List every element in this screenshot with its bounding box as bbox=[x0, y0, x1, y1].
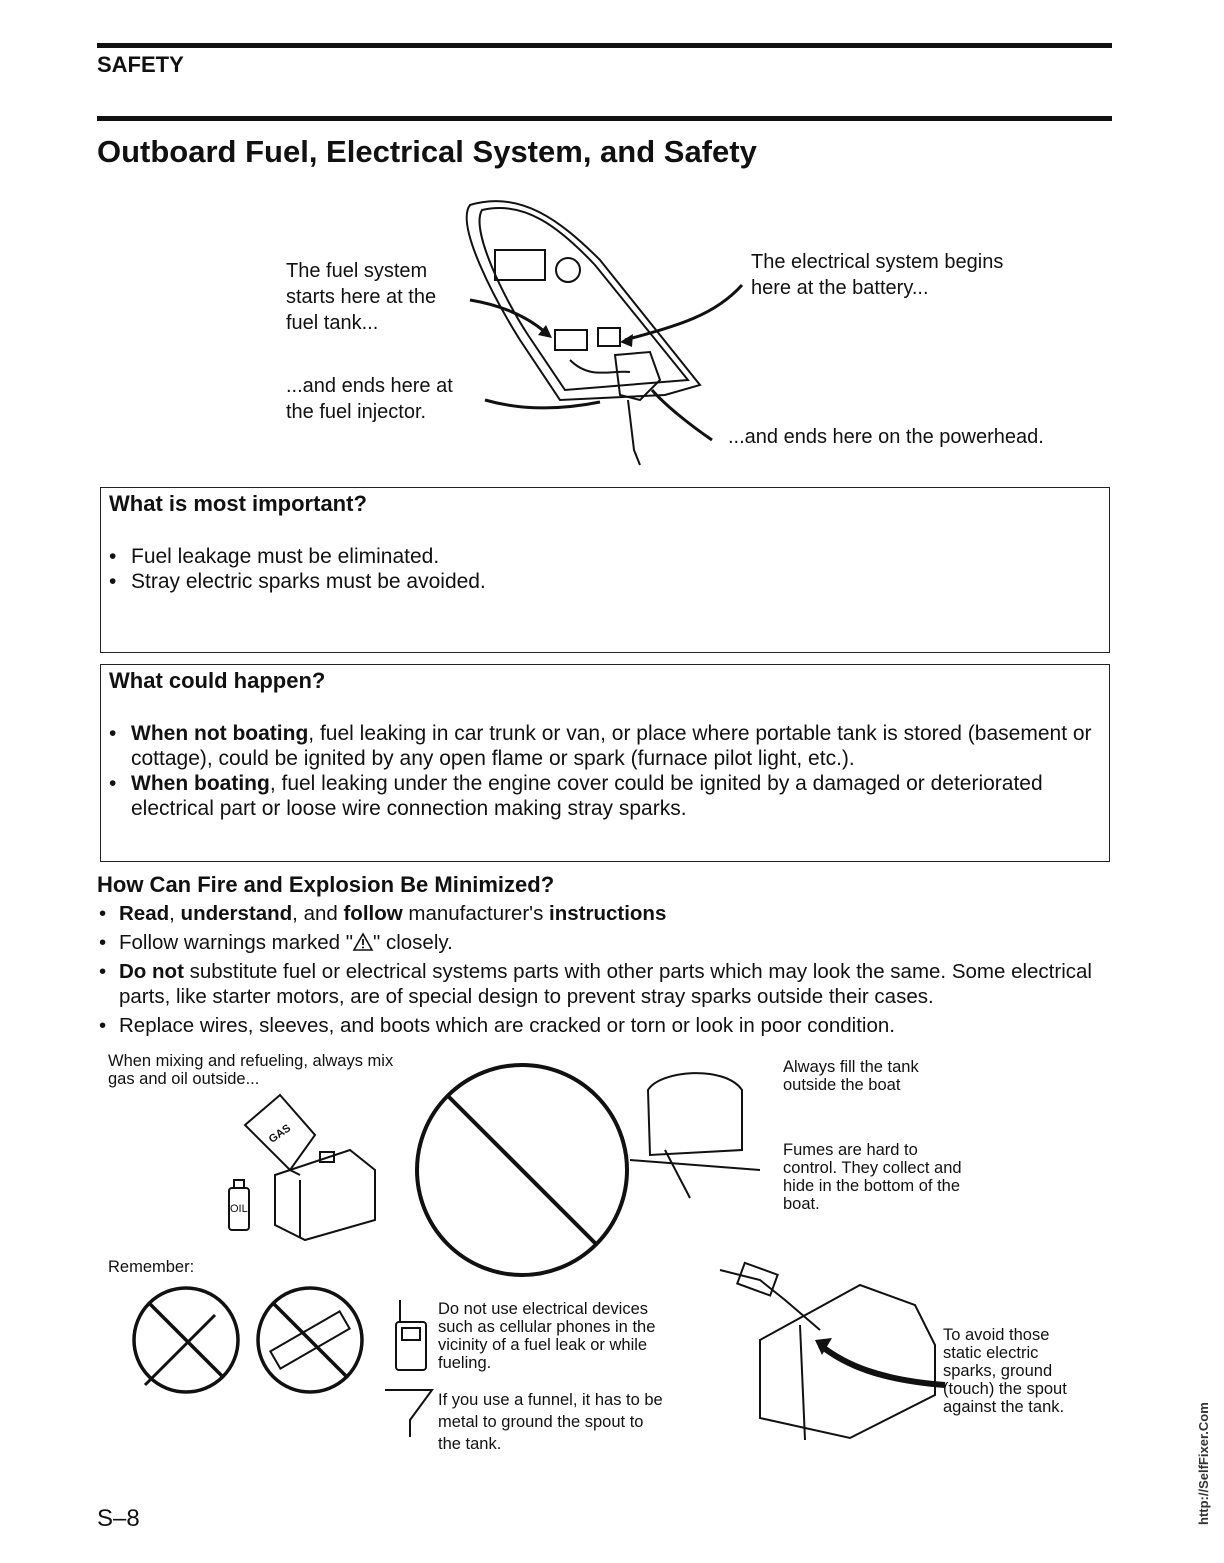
callout-line: fuel tank... bbox=[286, 312, 379, 334]
list-item bbox=[97, 959, 1117, 1009]
note-line: against the tank. bbox=[943, 1398, 1065, 1416]
list-item: • Fuel leakage must be eliminated. bbox=[107, 544, 486, 569]
callout-line: here at the battery... bbox=[751, 277, 929, 299]
note-line: hide in the bottom of the bbox=[783, 1177, 961, 1195]
list-text: , fuel leaking in car trunk or van, or place where portable tank is stored (basement or cottage), could be ignited by any open flame or spark (furnace pilot light, etc.). bbox=[131, 722, 1092, 770]
list-text: " closely. bbox=[373, 931, 453, 954]
warning-triangle-icon bbox=[353, 933, 373, 951]
note-line: Do not use electrical devices bbox=[438, 1300, 649, 1318]
happen-box bbox=[100, 664, 1110, 862]
emphasis: When boating bbox=[131, 772, 270, 795]
mixing-note bbox=[108, 1052, 393, 1088]
page-title: Outboard Fuel, Electrical System, and Safety bbox=[97, 134, 757, 169]
list-item bbox=[107, 771, 1097, 821]
page-number: S–8 bbox=[97, 1505, 140, 1532]
emphasis: instructions bbox=[549, 902, 667, 925]
callout-line: starts here at the bbox=[286, 286, 437, 308]
list-text: , and bbox=[292, 902, 344, 925]
note-line: vicinity of a fuel leak or while bbox=[438, 1336, 648, 1354]
fumes-note bbox=[783, 1141, 962, 1213]
note-line: fueling. bbox=[438, 1354, 492, 1372]
list-text: , bbox=[169, 902, 181, 925]
note-line: static electric bbox=[943, 1344, 1039, 1362]
callout-line: the fuel injector. bbox=[286, 401, 427, 423]
list-item bbox=[97, 901, 1117, 926]
remember-label: Remember: bbox=[108, 1258, 195, 1276]
minimize-list bbox=[97, 901, 1117, 1042]
note-line: metal to ground the spout to bbox=[438, 1413, 644, 1431]
emphasis: Read bbox=[119, 902, 170, 925]
note-line: (touch) the spout bbox=[943, 1380, 1067, 1398]
list-item bbox=[97, 930, 1117, 955]
callout-line: ...and ends here at bbox=[286, 375, 453, 397]
list-text: , fuel leaking under the engine cover could be ignited by a damaged or deteriorated electrical part or loose wire connection making stray sparks. bbox=[131, 772, 1043, 820]
note-line: gas and oil outside... bbox=[108, 1070, 260, 1088]
section-label: SAFETY bbox=[97, 52, 184, 77]
fill-outside-note bbox=[783, 1058, 919, 1094]
emphasis: follow bbox=[343, 902, 403, 925]
note-line: Always fill the tank bbox=[783, 1058, 919, 1076]
note-line: control. They collect and bbox=[783, 1159, 962, 1177]
note-line: Fumes are hard to bbox=[783, 1141, 918, 1159]
watermark: http://SelfFixer.Com bbox=[1196, 1402, 1211, 1525]
title-rule bbox=[97, 116, 1112, 121]
callout-line: The fuel system bbox=[286, 260, 428, 282]
list-item bbox=[107, 721, 1097, 771]
note-line: outside the boat bbox=[783, 1076, 901, 1094]
important-heading: What is most important? bbox=[109, 491, 367, 516]
static-note bbox=[943, 1326, 1067, 1416]
note-line: If you use a funnel, it has to be bbox=[438, 1391, 663, 1409]
list-text: Follow warnings marked " bbox=[119, 931, 353, 954]
note-line: sparks, ground bbox=[943, 1362, 1053, 1380]
callout-line: The electrical system begins bbox=[751, 251, 1004, 273]
list-text: manufacturer's bbox=[402, 902, 550, 925]
happen-heading: What could happen? bbox=[109, 668, 326, 693]
note-line: such as cellular phones in the bbox=[438, 1318, 656, 1336]
note-line: boat. bbox=[783, 1195, 820, 1213]
important-box bbox=[100, 487, 1110, 653]
devices-note bbox=[438, 1300, 655, 1372]
note-line: the tank. bbox=[438, 1435, 502, 1453]
gas-label: GAS bbox=[266, 1122, 294, 1146]
funnel-note bbox=[438, 1389, 663, 1455]
emphasis: understand bbox=[180, 902, 293, 925]
minimize-heading: How Can Fire and Explosion Be Minimized? bbox=[97, 872, 555, 897]
fuel-start-callout bbox=[286, 258, 436, 336]
top-rule bbox=[97, 43, 1112, 48]
emphasis: Do not bbox=[119, 960, 184, 983]
list-item: • Stray electric sparks must be avoided. bbox=[107, 569, 486, 594]
note-line: To avoid those bbox=[943, 1326, 1050, 1344]
elec-end-callout: ...and ends here on the powerhead. bbox=[728, 426, 1044, 448]
emphasis: When not boating bbox=[131, 722, 309, 745]
fuel-end-callout bbox=[286, 373, 453, 425]
list-text: substitute fuel or electrical systems parts with other parts which may look the same. Some electrical parts, like starter motors, are of special design to prevent stray sparks outside their cases. bbox=[119, 960, 1092, 1008]
oil-label: OIL bbox=[230, 1203, 248, 1215]
note-line: When mixing and refueling, always mix bbox=[108, 1052, 394, 1070]
elec-start-callout bbox=[751, 249, 1003, 301]
list-item: • Replace wires, sleeves, and boots which are cracked or torn or look in poor condition. bbox=[97, 1013, 1117, 1038]
